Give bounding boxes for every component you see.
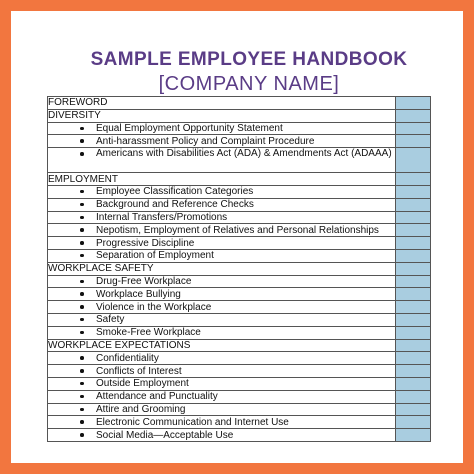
bullet-icon xyxy=(80,433,84,437)
toc-item-row xyxy=(48,390,431,403)
page-number-cell xyxy=(396,352,431,365)
topic-label: Outside Employment xyxy=(96,378,189,390)
topic-label: Background and Reference Checks xyxy=(96,199,254,211)
page-number-cell xyxy=(396,365,431,378)
topic-cell xyxy=(48,135,396,148)
toc-item-row xyxy=(48,403,431,416)
toc-item-row xyxy=(48,198,431,211)
company-name-placeholder: [COMPANY NAME] xyxy=(158,73,340,95)
topic-label: Confidentiality xyxy=(96,352,159,364)
section-label: WORKPLACE EXPECTATIONS xyxy=(48,339,191,351)
toc-item-row xyxy=(48,185,431,198)
bullet-icon xyxy=(80,228,84,232)
bullet-icon xyxy=(80,216,84,220)
section-heading xyxy=(48,339,396,352)
bullet-icon xyxy=(80,203,84,207)
toc-item-row xyxy=(48,416,431,429)
topic-label: Attire and Grooming xyxy=(96,403,186,415)
bullet-icon xyxy=(80,152,84,156)
page-number-cell xyxy=(396,173,431,186)
topic-label: Safety xyxy=(96,314,125,326)
page-number-cell xyxy=(396,313,431,326)
toc-section-row xyxy=(48,173,431,186)
bullet-icon xyxy=(80,420,84,424)
page-number-cell xyxy=(396,249,431,262)
topic-label: Smoke-Free Workplace xyxy=(96,327,201,339)
topic-cell xyxy=(48,313,396,326)
page-number-cell xyxy=(396,97,431,110)
bullet-icon xyxy=(80,369,84,373)
page-number-cell xyxy=(396,390,431,403)
topic-cell xyxy=(48,185,396,198)
topic-label: Separation of Employment xyxy=(96,250,214,262)
toc-item-row xyxy=(48,365,431,378)
topic-label: Electronic Communication and Internet Use xyxy=(96,416,289,428)
bullet-icon xyxy=(80,292,84,296)
toc-item-row xyxy=(48,429,431,442)
topic-cell xyxy=(48,352,396,365)
topic-label: Drug-Free Workplace xyxy=(96,275,192,287)
topic-cell xyxy=(48,429,396,442)
toc-item-row xyxy=(48,237,431,250)
bullet-icon xyxy=(80,331,84,335)
toc-section-row xyxy=(48,262,431,275)
section-heading xyxy=(48,262,396,275)
page-number-cell xyxy=(396,135,431,148)
page-number-cell xyxy=(396,403,431,416)
topic-cell xyxy=(48,211,396,224)
bullet-icon xyxy=(80,408,84,412)
page-number-cell xyxy=(396,301,431,314)
topic-cell xyxy=(48,148,396,173)
page-number-cell xyxy=(396,198,431,211)
bullet-icon xyxy=(80,139,84,143)
toc-item-row xyxy=(48,249,431,262)
toc-item-row xyxy=(48,148,431,173)
topic-cell xyxy=(48,122,396,135)
page-number-cell xyxy=(396,377,431,390)
page-number-cell xyxy=(396,416,431,429)
bullet-icon xyxy=(80,318,84,322)
toc-item-row xyxy=(48,288,431,301)
toc-section-row xyxy=(48,339,431,352)
bullet-icon xyxy=(80,241,84,245)
topic-label: Violence in the Workplace xyxy=(96,301,212,313)
toc-item-row xyxy=(48,301,431,314)
topic-label: Equal Employment Opportunity Statement xyxy=(96,122,283,134)
page-number-cell xyxy=(396,211,431,224)
toc-item-row xyxy=(48,224,431,237)
page-number-cell xyxy=(396,288,431,301)
section-label: DIVERSITY xyxy=(48,110,101,122)
section-label: WORKPLACE SAFETY xyxy=(48,263,154,275)
bullet-icon xyxy=(80,382,84,386)
topic-label: Americans with Disabilities Act (ADA) & Amendments Act (ADAAA) xyxy=(96,148,392,160)
page-number-cell xyxy=(396,148,431,173)
bullet-icon xyxy=(80,190,84,194)
section-heading xyxy=(48,109,396,122)
page-title: SAMPLE EMPLOYEE HANDBOOK xyxy=(90,49,408,70)
topic-cell xyxy=(48,326,396,339)
section-heading xyxy=(48,173,396,186)
page-number-cell xyxy=(396,429,431,442)
toc-item-row xyxy=(48,122,431,135)
page-number-cell xyxy=(396,224,431,237)
topic-label: Internal Transfers/Promotions xyxy=(96,211,228,223)
topic-label: Attendance and Punctuality xyxy=(96,391,218,403)
page-number-cell xyxy=(396,185,431,198)
section-heading xyxy=(48,97,396,110)
topic-label: Conflicts of Interest xyxy=(96,365,182,377)
handbook-page xyxy=(11,11,463,463)
toc-section-row xyxy=(48,97,431,110)
bullet-icon xyxy=(80,356,84,360)
page-number-cell xyxy=(396,122,431,135)
topic-cell xyxy=(48,275,396,288)
page-number-cell xyxy=(396,109,431,122)
topic-cell xyxy=(48,249,396,262)
topic-cell xyxy=(48,390,396,403)
toc-item-row xyxy=(48,135,431,148)
topic-cell xyxy=(48,224,396,237)
toc-item-row xyxy=(48,211,431,224)
toc-item-row xyxy=(48,275,431,288)
topic-cell xyxy=(48,237,396,250)
topic-label: Workplace Bullying xyxy=(96,288,181,300)
toc-item-row xyxy=(48,377,431,390)
page-number-cell xyxy=(396,339,431,352)
bullet-icon xyxy=(80,280,84,284)
toc-section-row xyxy=(48,109,431,122)
topic-label: Nepotism, Employment of Relatives and Personal Relationships xyxy=(96,224,379,236)
topic-cell xyxy=(48,416,396,429)
topic-cell xyxy=(48,288,396,301)
topic-label: Social Media—Acceptable Use xyxy=(96,429,234,441)
toc-item-row xyxy=(48,313,431,326)
page-number-cell xyxy=(396,275,431,288)
topic-cell xyxy=(48,301,396,314)
toc-item-row xyxy=(48,326,431,339)
table-of-contents xyxy=(47,96,431,442)
page-number-cell xyxy=(396,237,431,250)
topic-cell xyxy=(48,365,396,378)
topic-label: Progressive Discipline xyxy=(96,237,195,249)
topic-label: Employee Classification Categories xyxy=(96,186,254,198)
bullet-icon xyxy=(80,395,84,399)
topic-cell xyxy=(48,377,396,390)
bullet-icon xyxy=(80,305,84,309)
bullet-icon xyxy=(80,127,84,131)
page-number-cell xyxy=(396,262,431,275)
section-label: FOREWORD xyxy=(48,97,108,109)
toc-item-row xyxy=(48,352,431,365)
topic-cell xyxy=(48,403,396,416)
page-number-cell xyxy=(396,326,431,339)
topic-label: Anti-harassment Policy and Complaint Procedure xyxy=(96,135,315,147)
bullet-icon xyxy=(80,254,84,258)
section-label: EMPLOYMENT xyxy=(48,173,119,185)
topic-cell xyxy=(48,198,396,211)
